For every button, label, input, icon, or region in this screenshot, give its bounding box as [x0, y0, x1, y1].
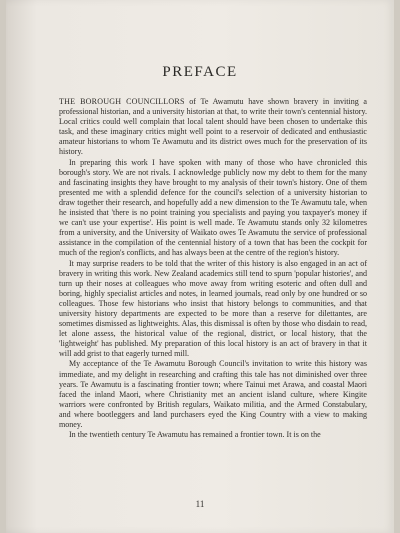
paragraph-1-text: of Te Awamutu have shown bravery in inviting a professional historian, and a university historian at that, to write their town's centennial history. Local critics could well complain that local talent should have been chosen to undertake this task, and these imaginary critics might well point to a reservoir of dedicated and enthusiastic amateur historians to whom Te Awamutu and its district owes much for the preservation of its history. [59, 97, 367, 157]
paragraph-5: In the twentieth century Te Awamutu has remained a frontier town. It is on the [69, 430, 321, 440]
paragraph-3: It may surprise readers to be told that the writer of this history is also engaged in an act of bravery in writing this work. New Zealand academics still tend to spurn 'popular histories', and turn up their noses at colleagues who move away from writing esoteric and often dull and boring, highly specialist articles and notes, in learned journals, read only by one hundred or so colleagues. Those few historians who insist that history belongs to communities, and that university history departments are expected to be more than a reserve for dilettantes, are sometimes dismissed as lightweights. Alas, this dismissal is often by those who disdain to read, let alone assess, the historical value of the regional, district, or local history, that the 'lightweight' has published. My preparation of this local history is an act of bravery in that it will add grist to that eagerly turned mill. [59, 258, 367, 359]
page-number: 11 [195, 499, 205, 509]
opening-words: THE BOROUGH COUNCILLORS [59, 97, 185, 106]
paragraph-4: My acceptance of the Te Awamutu Borough Council's invitation to write this history was immediate, and my delight in researching and crafting this tale has not diminished over three years. Te Awamutu is a fascinating frontier town; where Tainui met Arawa, and coastal Maori faced the inland Maori, where Christianity met an ancient island culture, where Kingite warriors were confronted by British regulars, Waikato militia, and the Armed Constabulary, and where bootleggers and land purchasers eyed the King Country with a view to making money. [59, 359, 367, 429]
preface-body [59, 97, 367, 440]
paragraph-2: In preparing this work I have spoken with many of those who have chronicled this borough's story. We are not rivals. I acknowledge publicly now my debt to them for the many and fascinating insights they have brought to my analysis of their town's history. One of them presented me with a splendid defence for the council's selection of a university historian to draw together their research, and hopefully add a new dimension to the Te Awamutu tale, when he insisted that 'there is no point training you specialists and paying you taxpayer's money if we can't use your expertise'. His point is well made. Te Awamutu stands only 32 kilometres from a university, and the University of Waikato owes Te Awamutu the service of professional assistance in the compilation of the centennial history of a town that has been the cockpit for much of the region's conflicts, and has always been at the centre of the region's history. [59, 157, 367, 258]
paragraph-1 [59, 97, 367, 158]
page-title: PREFACE [162, 64, 238, 80]
